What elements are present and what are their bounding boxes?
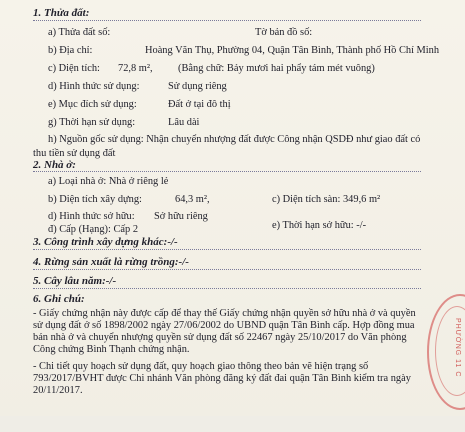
usage-form-label: d) Hình thức sử dụng: bbox=[48, 81, 140, 92]
usage-purpose-value: Đất ở tại đô thị bbox=[168, 99, 231, 110]
build-area-label: b) Diện tích xây dựng: bbox=[48, 194, 142, 205]
note-line: Công chứng Bình Thạnh chứng nhận. bbox=[33, 344, 190, 355]
origin-line-2: thu tiền sử dụng đất bbox=[33, 148, 116, 159]
section5-rule bbox=[33, 288, 421, 289]
note-line: - Chi tiết quy hoạch sử dụng đất, quy hoạch giao thông theo bản vẽ hiện trạng số bbox=[33, 361, 369, 372]
section5-heading: 5. Cây lâu năm:-/- bbox=[33, 275, 117, 287]
address-value: Hoàng Văn Thụ, Phường 04, Quận Tân Bình, Thành phố Hồ Chí Minh bbox=[145, 45, 440, 56]
section6-heading: 6. Ghi chú: bbox=[33, 293, 85, 305]
area-in-words: (Bằng chữ: Bảy mươi hai phẩy tám mét vuông) bbox=[178, 63, 375, 74]
note-line: 20/11/2017. bbox=[33, 385, 83, 396]
house-grade: đ) Cấp (Hạng): Cấp 2 bbox=[48, 224, 139, 235]
ownership-form-value: Sở hữu riêng bbox=[154, 211, 208, 222]
section3-rule bbox=[33, 249, 421, 250]
section1-heading: 1. Thửa đất: bbox=[33, 7, 90, 19]
parcel-number-label: a) Thửa đất số: bbox=[48, 27, 111, 38]
section4-rule bbox=[33, 269, 421, 270]
note-line: sử dụng đất ở số 1898/2002 ngày 27/06/2002 do UBND quận Tân Bình cấp. Hợp đồng mua bbox=[33, 320, 415, 331]
usage-term-label: g) Thời hạn sử dụng: bbox=[48, 117, 136, 128]
section2-rule bbox=[33, 171, 421, 172]
note-line: - Giấy chứng nhận này được cấp để thay thế Giấy chứng nhận quyền sở hữu nhà ở và quyền bbox=[33, 308, 416, 319]
usage-form-value: Sử dụng riêng bbox=[168, 81, 227, 92]
section4-heading: 4. Rừng sản xuất là rừng trồng:-/- bbox=[33, 256, 189, 268]
origin-line-1: h) Nguồn gốc sử dụng: Nhận chuyển nhượng đất được Công nhận QSDĐ như giao đất có bbox=[48, 134, 421, 145]
area-value: 72,8 m², bbox=[118, 63, 153, 74]
section1-rule bbox=[33, 20, 421, 21]
house-type: a) Loại nhà ở: Nhà ở riêng lẻ bbox=[48, 176, 169, 187]
area-label: c) Diện tích: bbox=[48, 63, 100, 74]
note-line: 793/2017/BVHT được Chi nhánh Văn phòng đăng ký đất đai quận Tân Bình kiểm tra ngày bbox=[33, 373, 411, 384]
ownership-form-label: d) Hình thức sở hữu: bbox=[48, 211, 135, 222]
note-line: bán nhà ở và chuyển nhượng quyền sử dụng đất số 22467 ngày 25/10/2017 do Văn phòng bbox=[33, 332, 407, 343]
official-stamp-text: PHƯỜNG 11 C bbox=[454, 318, 461, 378]
map-sheet-label: Tờ bản đồ số: bbox=[255, 27, 313, 38]
usage-purpose-label: e) Mục đích sử dụng: bbox=[48, 99, 137, 110]
build-area-value: 64,3 m², bbox=[175, 194, 210, 205]
address-label: b) Địa chỉ: bbox=[48, 45, 93, 56]
ownership-term: e) Thời hạn sở hữu: -/- bbox=[272, 220, 367, 231]
section3-heading: 3. Công trình xây dựng khác:-/- bbox=[33, 236, 178, 248]
usage-term-value: Lâu dài bbox=[168, 117, 200, 128]
bottom-margin bbox=[0, 416, 465, 432]
section2-heading: 2. Nhà ở: bbox=[33, 159, 76, 171]
floor-area: c) Diện tích sàn: 349,6 m² bbox=[272, 194, 381, 205]
